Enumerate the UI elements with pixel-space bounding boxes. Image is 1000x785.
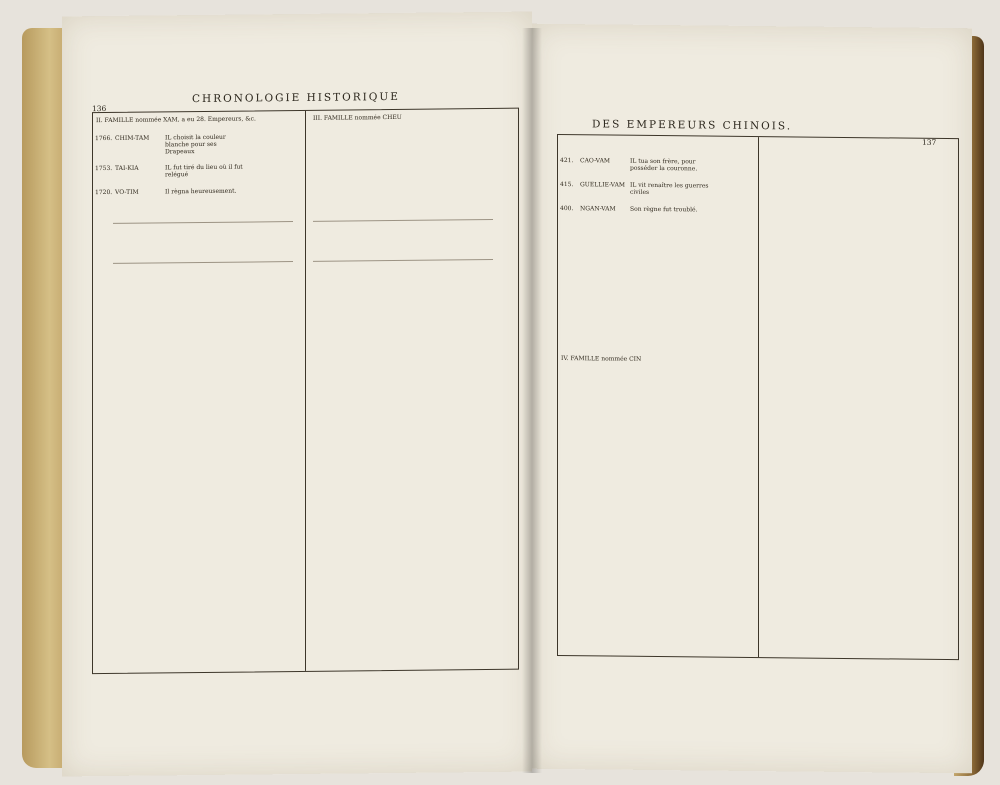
chronology-table	[92, 108, 519, 674]
page-number: 137	[922, 137, 937, 147]
reign-year: 421.	[560, 156, 574, 165]
dynasty-title: IV. FAMILLE nommée CIN	[561, 354, 642, 363]
page-header: CHRONOLOGIE HISTORIQUE	[192, 90, 400, 106]
page-header: DES EMPEREURS CHINOIS.	[592, 118, 793, 133]
reign-note: IL tua son frère, pour posséder la couronne.	[630, 157, 698, 173]
emperor-name: NGAN-VAM	[580, 205, 616, 213]
emperor-name: CHIM-TAM	[115, 134, 150, 142]
open-book	[22, 8, 984, 778]
reign-year: 1720.	[95, 188, 113, 197]
right-page	[532, 24, 972, 774]
book-gutter	[522, 28, 542, 773]
reign-note: Il règna heureusement.	[165, 187, 237, 196]
chronology-table	[557, 134, 959, 660]
reign-note: IL choisit la couleur blanche pour ses Drapeaux	[165, 133, 226, 156]
reign-year: 1766.	[95, 134, 113, 143]
emperor-name: VO-TIM	[115, 188, 139, 196]
emperor-name: TAI-KIA	[115, 164, 139, 172]
left-page	[62, 12, 532, 777]
page-number: 136	[92, 103, 107, 114]
reign-year: 415.	[560, 180, 574, 189]
reign-note: Son règne fut troublé.	[630, 205, 698, 214]
reign-note: IL vit renaître les guerres civiles	[630, 181, 709, 196]
emperor-name: GUELLIE-VAM	[580, 181, 626, 189]
reign-note: IL fut tiré du lieu où il fut relégué	[165, 163, 243, 179]
dynasty-title: III. FAMILLE nommée CHEU	[313, 113, 402, 122]
dynasty-title: II. FAMILLE nommée XAM, a eu 28. Empereurs, &c.	[96, 115, 256, 125]
reign-year: 1753.	[95, 164, 113, 173]
reign-year: 400.	[560, 204, 574, 213]
emperor-name: CAO-VAM	[580, 157, 611, 165]
